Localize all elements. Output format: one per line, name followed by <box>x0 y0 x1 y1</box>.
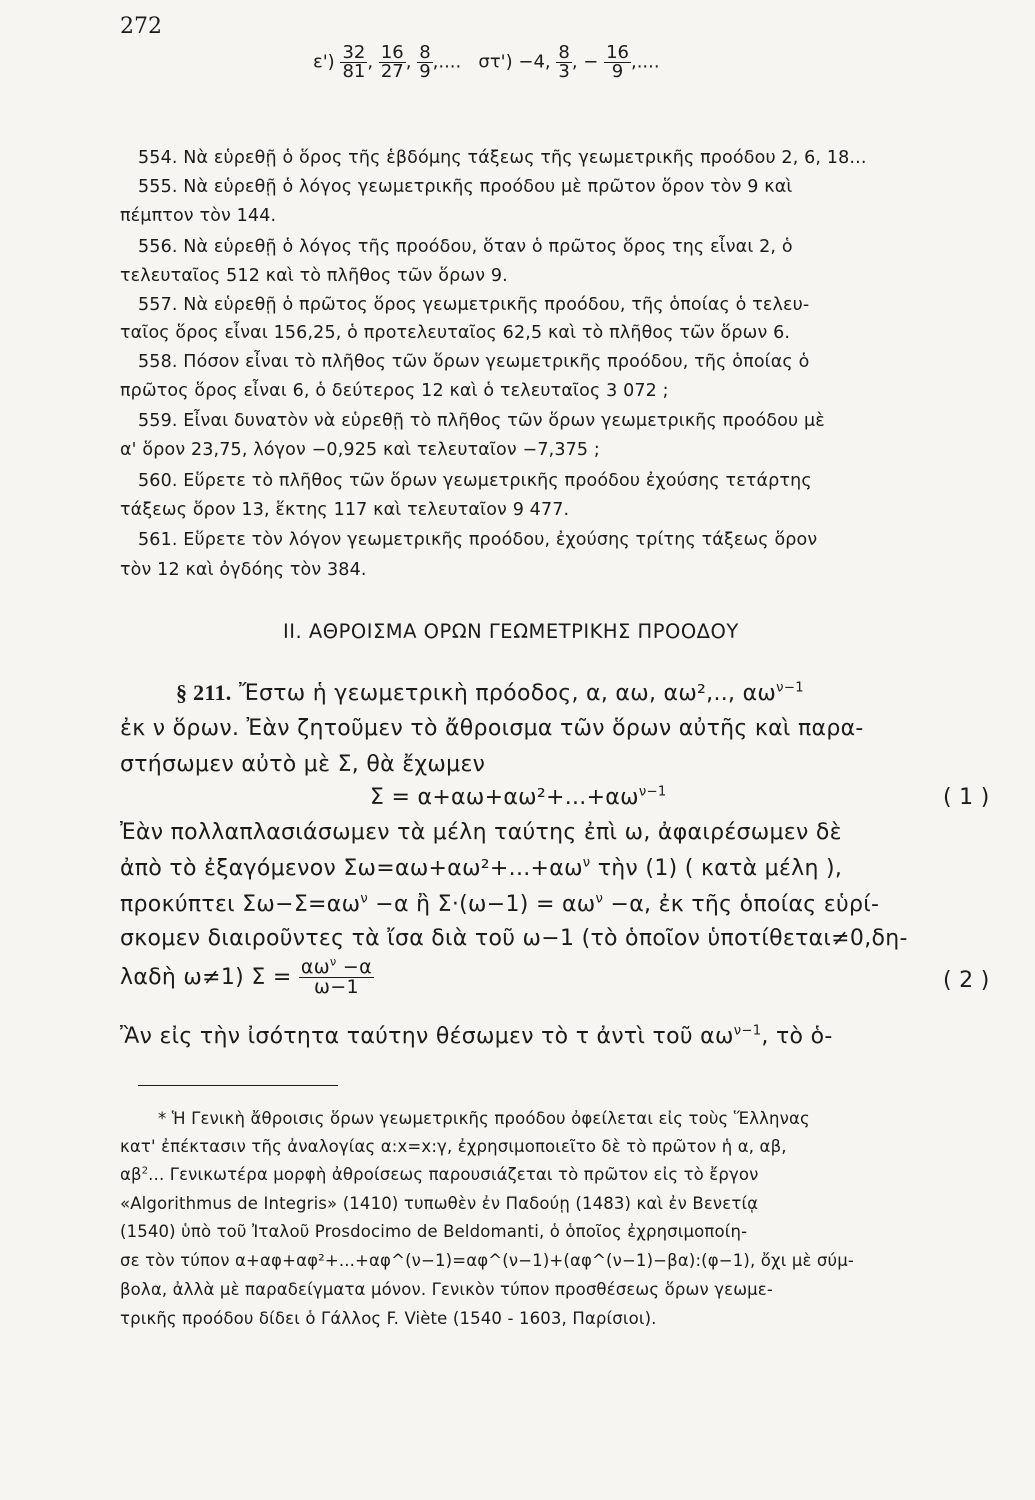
label-e: ε') <box>313 51 335 73</box>
equation-1: $\Sigma = \alpha+\alpha\omega+\alpha\omega^2+...+\alpha\omega^{\nu-1}$ <box>370 784 667 810</box>
separator: , <box>367 51 374 73</box>
fraction: $\frac{8}{3}$ <box>558 42 570 82</box>
fraction: $\frac{8}{9}$ <box>419 42 431 82</box>
exercise-561-cont: τὸν 12 καὶ ὀγδόης τὸν 384. <box>120 560 367 580</box>
footnote-rule <box>138 1085 338 1086</box>
equation-2-tag: ( 2 ) <box>943 968 990 993</box>
exercise-554: 554. Νὰ εὑρεθῇ ὁ ὅρος τῆς ἑβδόμης τάξεως τῆς γεωμετρικῆς προόδου 2, 6, 18... <box>138 148 867 168</box>
equation-1-tag: ( 1 ) <box>943 785 990 810</box>
exercise-560: 560. Εὕρετε τὸ πλῆθος τῶν ὅρων γεωμετρικῆς προόδου ἐχούσης τετάρτης <box>138 471 812 491</box>
footnote-line-3: $\alpha\beta^2$... Γενικωτέρα μορφὴ ἀθροίσεως παρουσιάζεται τὸ πρῶτον εἰς τὸ ἔργον <box>120 1165 759 1184</box>
exercise-560-cont: τάξεως ὅρον 13, ἕκτης 117 καὶ τελευταῖον 9 477. <box>120 500 570 520</box>
exercise-555: 555. Νὰ εὑρεθῇ ὁ λόγος γεωμετρικῆς προόδου μὲ πρῶτον ὅρον τὸν 9 καὶ <box>138 177 793 197</box>
separator: , − <box>571 51 599 73</box>
section-heading: ΙΙ. ΑΘΡΟΙΣΜΑ ΟΡΩΝ ΓΕΩΜΕΤΡΙΚΗΣ ΠΡΟΟΔΟΥ <box>283 620 739 643</box>
label-st: στ') −4, <box>478 51 551 73</box>
footnote-line-2: κατ' ἐπέκτασιν τῆς ἀναλογίας α:x=x:γ, ἐχρησιμοποιεῖτο δὲ τὸ πρῶτον ἡ α, αβ, <box>120 1137 787 1156</box>
exercise-558-cont: πρῶτος ὅρος εἶναι 6, ὁ δεύτερος 12 καὶ ὁ τελευταῖος 3 072 ; <box>120 381 669 401</box>
exercise-558: 558. Πόσον εἶναι τὸ πλῆθος τῶν ὅρων γεωμετρικῆς προόδου, τῆς ὁποίας ὁ <box>138 352 810 372</box>
body-line-3: στήσωμεν αὐτὸ μὲ Σ, θὰ ἔχωμεν <box>120 752 486 777</box>
fraction-sequences <box>313 44 660 81</box>
exercise-561: 561. Εὕρετε τὸν λόγον γεωμετρικῆς προόδου, ἐχούσης τρίτης τάξεως ὅρον <box>138 530 818 550</box>
exercise-557: 557. Νὰ εὑρεθῇ ὁ πρῶτος ὅρος γεωμετρικῆς προόδου, τῆς ὁποίας ὁ τελευ- <box>138 295 810 315</box>
footnote-line-5: (1540) ὑπὸ τοῦ Ἰταλοῦ Prosdocimo de Beldomanti, ὁ ὁποῖος ἐχρησιμοποίη- <box>120 1222 748 1241</box>
body-line-7: σκομεν διαιροῦντες τὰ ἴσα διὰ τοῦ ω−1 (τὸ ὁποῖον ὑποτίθεται≠0,δη- <box>120 926 908 951</box>
footnote-line-6: σε τὸν τύπον α+αφ+αφ²+...+αφ^(ν−1)=αφ^(ν−1)+(αφ^(ν−1)−βα):(φ−1), ὄχι μὲ σύμ- <box>120 1251 854 1270</box>
body-line-2: ἐκ ν ὅρων. Ἐὰν ζητοῦμεν τὸ ἄθροισμα τῶν ὅρων αὐτῆς καὶ παρα- <box>120 716 864 741</box>
fraction: $\frac{\alpha\omega^\nu -\alpha}{\omega-1}$ <box>300 954 372 998</box>
body-line-6: προκύπτει $\Sigma\omega-\Sigma=\alpha\omega^\nu -\alpha$ ἢ $\Sigma\cdot(\omega-1) = \alpha\omega^\nu -\alpha$, ἐκ τῆς ὁποίας εὑρί- <box>120 891 880 917</box>
body-line-8: Ἂν εἰς τὴν ἰσότητα ταύτην θέσωμεν τὸ τ ἀντὶ τοῦ $\alpha\omega^{\nu-1}$, τὸ ὁ- <box>120 1023 833 1049</box>
body-line-4: Ἐὰν πολλαπλασιάσωμεν τὰ μέλη ταύτης ἐπὶ ω, ἀφαιρέσωμεν δὲ <box>120 820 842 845</box>
separator: , <box>405 51 412 73</box>
page-number: 272 <box>120 14 162 39</box>
ellipsis: ,.... <box>432 51 462 73</box>
footnote-line-8: τρικῆς προόδου δίδει ὁ Γάλλος F. Viète (1540 - 1603, Παρίσιοι). <box>120 1309 657 1328</box>
body-line-1: § 211. Ἔστω ἡ γεωμετρικὴ πρόοδος, α, αω, αω²,.., $\alpha\omega^{\nu-1}$ <box>176 680 804 706</box>
fraction: $\frac{16}{27}$ <box>380 42 404 82</box>
footnote-line-7: βολα, ἀλλὰ μὲ παραδείγματα μόνον. Γενικὸν τύπον προσθέσεως ὅρων γεωμε- <box>120 1280 773 1299</box>
exercise-556: 556. Νὰ εὑρεθῇ ὁ λόγος τῆς προόδου, ὅταν ὁ πρῶτος ὅρος της εἶναι 2, ὁ <box>138 237 793 257</box>
exercise-557-cont: ταῖος ὅρος εἶναι 156,25, ὁ προτελευταῖος 62,5 καὶ τὸ πλῆθος τῶν ὅρων 6. <box>120 323 791 343</box>
exercise-559: 559. Εἶναι δυνατὸν νὰ εὑρεθῇ τὸ πλῆθος τῶν ὅρων γεωμετρικῆς προόδου μὲ <box>138 411 825 431</box>
footnote-line-1: * Ἡ Γενικὴ ἄθροισις ὅρων γεωμετρικῆς προόδου ὀφείλεται εἰς τοὺς Ἕλληνας <box>158 1109 810 1128</box>
exercise-559-cont: α' ὅρον 23,75, λόγον −0,925 καὶ τελευταῖον −7,375 ; <box>120 440 600 460</box>
equation-2: λαδὴ ω≠1) Σ = $\frac{\alpha\omega^\nu -\alpha}{\omega-1}$ <box>120 954 372 998</box>
fraction: $\frac{32}{81}$ <box>342 42 366 82</box>
fraction: $\frac{16}{9}$ <box>606 42 629 82</box>
ellipsis: ,.... <box>630 51 660 73</box>
footnote-line-4: «Algorithmus de Integris» (1410) τυπωθὲν ἐν Παδούῃ (1483) καὶ ἐν Βενετίᾳ <box>120 1194 759 1213</box>
body-line-5: ἀπὸ τὸ ἐξαγόμενον $\Sigma\omega=\alpha\omega+\alpha\omega^2+...+\alpha\omega^\nu$ τὴν (1) ( κατὰ μέλη ), <box>120 855 843 881</box>
exercise-556-cont: τελευταῖος 512 καὶ τὸ πλῆθος τῶν ὅρων 9. <box>120 266 508 286</box>
exercise-555-cont: πέμπτον τὸν 144. <box>120 206 277 226</box>
section-number: § 211. <box>176 680 232 705</box>
